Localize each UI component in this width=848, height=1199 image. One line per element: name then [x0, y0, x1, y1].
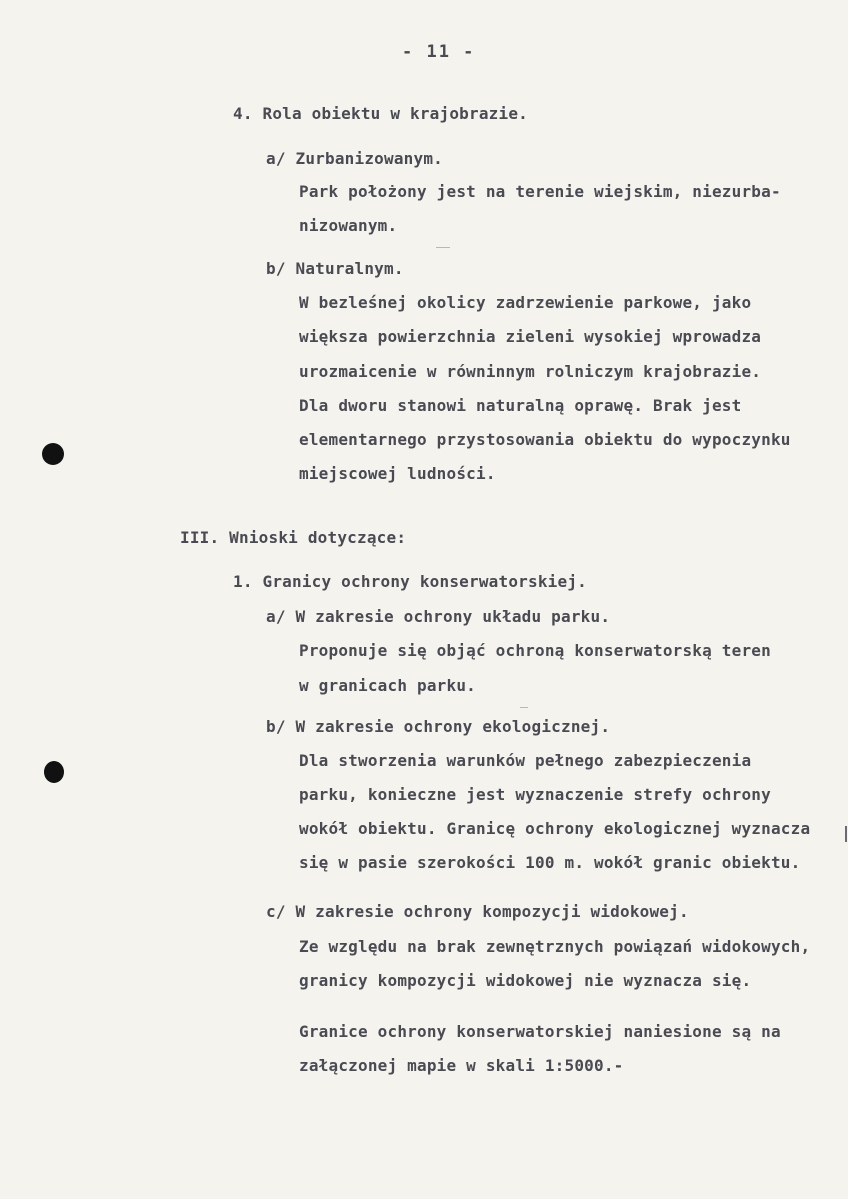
- subsection-a-label: a/ W zakresie ochrony układu parku.: [266, 607, 611, 626]
- subsection-a-label: a/ Zurbanizowanym.: [266, 149, 443, 168]
- closing-line: Granice ochrony konserwatorskiej naniesione są na: [299, 1022, 781, 1041]
- paragraph-line: Ze względu na brak zewnętrznych powiązań widokowych,: [299, 937, 811, 956]
- paragraph-line: W bezleśnej okolicy zadrzewienie parkowe, jako: [299, 293, 752, 312]
- faint-mark: [520, 707, 528, 708]
- subsection-b-label: b/ Naturalnym.: [266, 259, 404, 278]
- section-4-heading: 4. Rola obiektu w krajobrazie.: [233, 104, 528, 123]
- subsection-c-label: c/ W zakresie ochrony kompozycji widokowej.: [266, 902, 689, 921]
- paragraph-line: Park położony jest na terenie wiejskim, niezurba-: [299, 182, 781, 201]
- paragraph-line: urozmaicenie w równinnym rolniczym krajobrazie.: [299, 362, 762, 381]
- paragraph-line: Proponuje się objąć ochroną konserwatorską teren: [299, 641, 771, 660]
- paragraph-line: parku, konieczne jest wyznaczenie strefy ochrony: [299, 785, 771, 804]
- faint-mark: [436, 247, 450, 248]
- paragraph-line: większa powierzchnia zieleni wysokiej wprowadza: [299, 327, 762, 346]
- page-number: - 11 -: [402, 42, 476, 62]
- item-1-heading: 1. Granicy ochrony konserwatorskiej.: [233, 572, 587, 591]
- edge-mark: [845, 826, 847, 842]
- paragraph-line: się w pasie szerokości 100 m. wokół granic obiektu.: [299, 853, 801, 872]
- punch-hole: [44, 761, 64, 783]
- closing-line: załączonej mapie w skali 1:5000.-: [299, 1056, 624, 1075]
- paragraph-line: w granicach parku.: [299, 676, 476, 695]
- subsection-b-label: b/ W zakresie ochrony ekologicznej.: [266, 717, 611, 736]
- paragraph-line: miejscowej ludności.: [299, 464, 496, 483]
- section-III-heading: III. Wnioski dotyczące:: [180, 528, 407, 547]
- paragraph-line: Dla stworzenia warunków pełnego zabezpieczenia: [299, 751, 752, 770]
- punch-hole: [42, 443, 64, 465]
- paragraph-line: wokół obiektu. Granicę ochrony ekologicznej wyznacza: [299, 819, 811, 838]
- paragraph-line: elementarnego przystosowania obiektu do wypoczynku: [299, 430, 791, 449]
- paragraph-line: nizowanym.: [299, 216, 398, 235]
- paragraph-line: Dla dworu stanowi naturalną oprawę. Brak jest: [299, 396, 742, 415]
- paragraph-line: granicy kompozycji widokowej nie wyznacza się.: [299, 971, 752, 990]
